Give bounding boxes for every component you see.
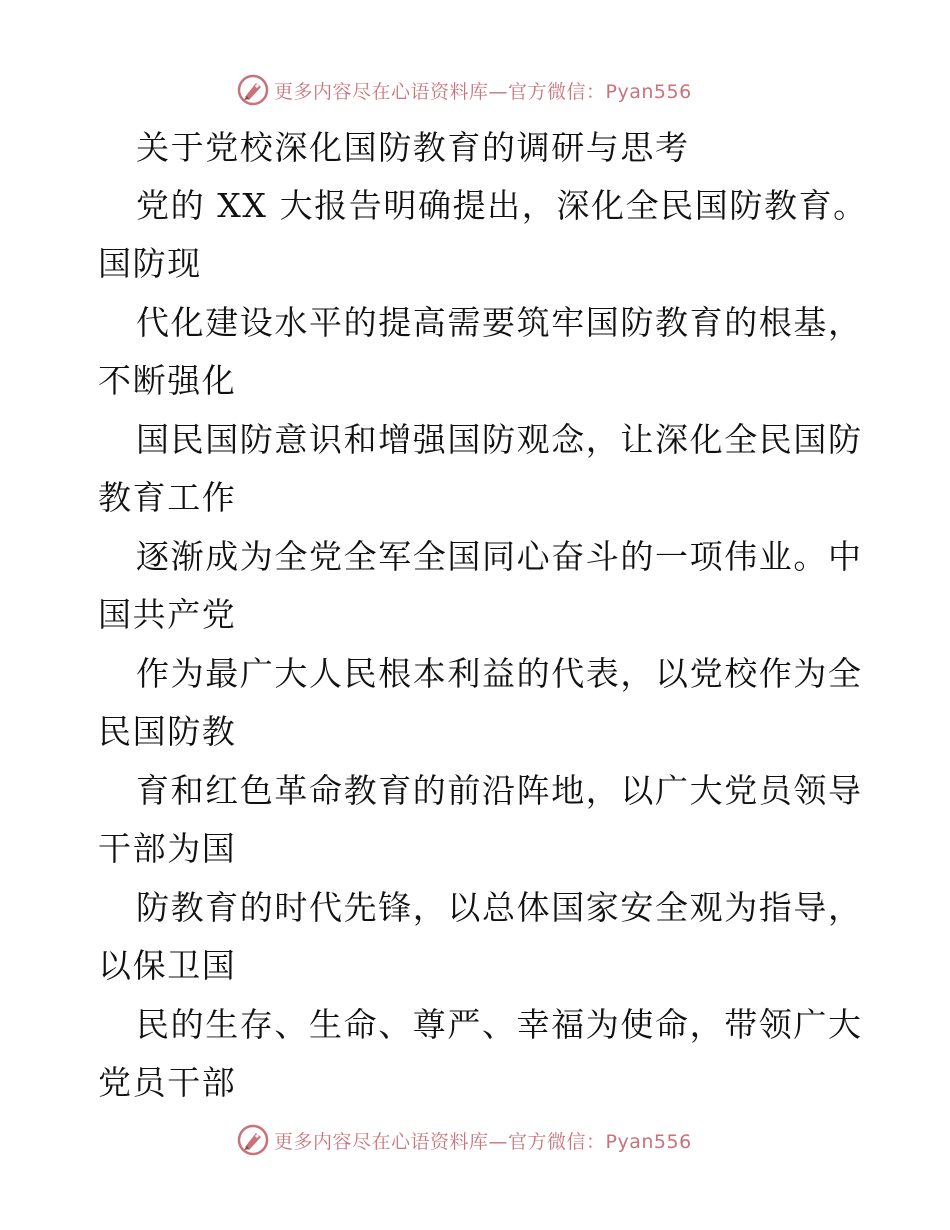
paragraph-line: 民国防教	[98, 712, 237, 751]
pen-nib-logo-icon	[236, 73, 270, 107]
paragraph-line: 不断强化	[98, 361, 237, 400]
paragraph-line: 干部为国	[98, 829, 237, 868]
paragraph-line: 育和红色革命教育的前沿阵地，以广大党员领导	[136, 771, 863, 810]
paragraph-line: 以保卫国	[98, 946, 237, 985]
paragraph-line: 党员干部	[98, 1063, 237, 1102]
document-title: 关于党校深化国防教育的调研与思考	[136, 128, 690, 167]
paragraph-line: 防教育的时代先锋，以总体国家安全观为指导，	[136, 888, 863, 927]
footer-watermark	[236, 1123, 692, 1157]
paragraph-line: 党的 XX 大报告明确提出，深化全民国防教育。	[136, 186, 868, 225]
paragraph-line: 教育工作	[98, 478, 237, 517]
paragraph-line: 作为最广大人民根本利益的代表，以党校作为全	[136, 654, 863, 693]
paragraph-line: 国民国防意识和增强国防观念，让深化全民国防	[136, 420, 863, 459]
pen-nib-logo-icon	[236, 1123, 270, 1157]
watermark-text: 更多内容尽在心语资料库—官方微信：Pyan556	[274, 80, 692, 103]
paragraph-line: 国共产党	[98, 595, 237, 634]
paragraph-line: 民的生存、生命、尊严、幸福为使命，带领广大	[136, 1005, 863, 1044]
paragraph-line: 国防现	[98, 244, 202, 283]
paragraph-line: 逐渐成为全党全军全国同心奋斗的一项伟业。中	[136, 537, 863, 576]
watermark-text: 更多内容尽在心语资料库—官方微信：Pyan556	[274, 1130, 692, 1153]
header-watermark	[236, 73, 692, 107]
paragraph-line: 代化建设水平的提高需要筑牢国防教育的根基，	[136, 303, 863, 342]
